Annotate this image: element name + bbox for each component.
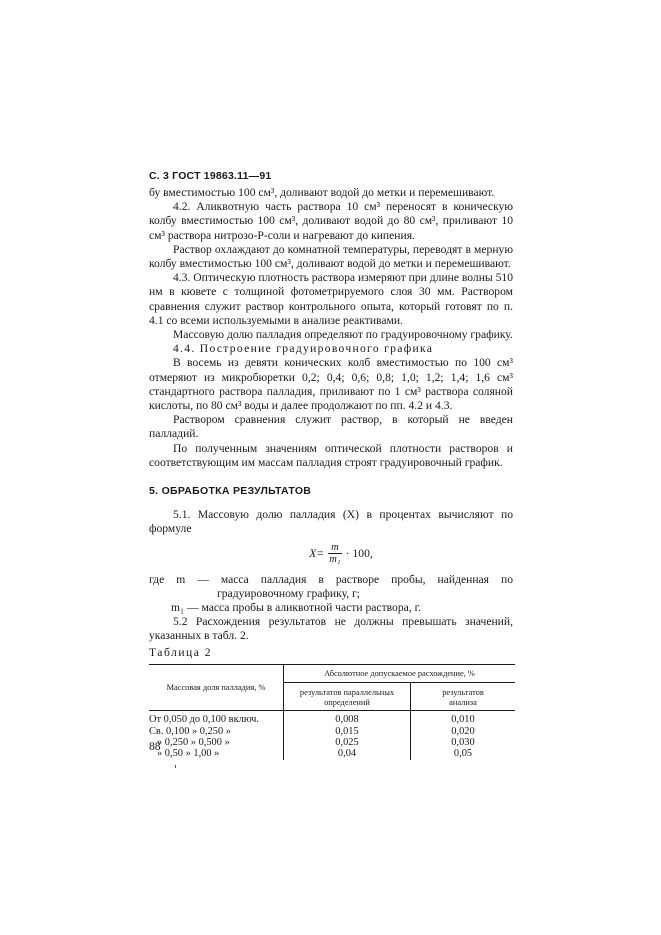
paragraph: По полученным значениям оптической плотности растворов и соответствующим им массам палладия строят градуировочный график. bbox=[149, 441, 513, 469]
formula-rhs: · 100, bbox=[345, 546, 373, 560]
paragraph: Раствором сравнения служит раствор, в который не введен палладий. bbox=[149, 413, 513, 441]
paragraph: бу вместимостью 100 см³, доливают водой до метки и перемешивают. bbox=[149, 186, 495, 199]
table-row bbox=[149, 737, 515, 748]
cell-range: От 0,050 до 0,100 включ. bbox=[149, 714, 260, 726]
column-header-analysis: результатов анализа bbox=[411, 683, 516, 711]
formula-denominator: m₁ bbox=[329, 554, 341, 566]
table-row bbox=[149, 748, 515, 759]
paragraph-5-1: 5.1. Массовую долю палладия (X) в процентах вычисляют по формуле bbox=[149, 508, 513, 536]
formula-fraction bbox=[328, 542, 342, 565]
cell-range: Св. 0,100 » 0,250 » bbox=[149, 725, 231, 737]
legend-symbol: где m — bbox=[149, 572, 209, 586]
scan-speck bbox=[175, 765, 176, 768]
legend-text: масса пробы в аликвотной части раствора, г. bbox=[201, 601, 421, 615]
legend-item bbox=[149, 601, 513, 615]
cell-analysis: 0,030 bbox=[411, 737, 516, 748]
document-body bbox=[149, 186, 513, 760]
legend-text: масса палладия в растворе пробы, найденная по градуировочному графику, г; bbox=[217, 572, 513, 600]
column-group-header: Абсолютное допускаемое расхождение, % bbox=[284, 664, 516, 683]
cell-parallel: 0,008 bbox=[284, 711, 411, 726]
table-2 bbox=[149, 664, 515, 760]
paragraph-4-3: 4.3. Оптическую плотность раствора измеряют при длине волны 510 нм в кювете с толщиной фотометрируемого слоя 30 мм. Раствором сравнения служит раствор контрольного опыта, который готовят по п. 4.1 со всеми используемыми в анализе реактивами. bbox=[149, 271, 514, 327]
formula bbox=[169, 539, 513, 569]
cell-analysis: 0,020 bbox=[411, 726, 516, 737]
paragraph: В восемь из девяти конических колб вместимостью по 100 см³ отмеряют из микробюретки 0,2; 0,4; 0,6; 0,8; 1,0; 1,2; 1,4; 1,6 см³ стандартного раствора палладия, приливают по 1 см³ раствора соляной кислоты, по 80 см³ воды и далее продолжают по пп. 4.2 и 4.3. bbox=[149, 356, 513, 413]
cell-parallel: 0,015 bbox=[284, 726, 411, 737]
cell-range: » 0,50 » 1,00 » bbox=[157, 748, 220, 760]
page-number: 88 bbox=[149, 740, 161, 753]
cell-analysis: 0,010 bbox=[411, 711, 516, 726]
cell-parallel: 0,04 bbox=[284, 748, 411, 759]
column-header-mass-fraction: Массовая доля палладия, % bbox=[149, 664, 284, 711]
table-row bbox=[149, 726, 515, 737]
cell-parallel: 0,025 bbox=[284, 737, 411, 748]
table-caption: Таблица 2 bbox=[149, 645, 213, 659]
subsection-heading-4-4: 4.4. Построение градуировочного графика bbox=[173, 342, 434, 356]
column-header-parallel: результатов параллельных определений bbox=[284, 683, 411, 711]
cell-analysis: 0,05 bbox=[411, 748, 516, 759]
formula-numerator: m bbox=[328, 542, 342, 554]
paragraph-5-2: 5.2 Расхождения результатов не должны превышать значений, указанных в табл. 2. bbox=[149, 615, 513, 643]
paragraph: Массовую долю палладия определяют по градуировочному графику. bbox=[173, 328, 513, 342]
legend-symbol: m₁ — bbox=[171, 601, 199, 615]
section-title: 5. ОБРАБОТКА РЕЗУЛЬТАТОВ bbox=[149, 485, 312, 498]
cell-range: » 0,250 » 0,500 » bbox=[157, 736, 230, 748]
paragraph-4-2: 4.2. Аликвотную часть раствора 10 см³ переносят в коническую колбу вместимостью 100 см³, доливают водой до 80 см³, приливают 10 см³ раствора нитрозо-Р-соли и нагревают до кипения. bbox=[149, 200, 513, 242]
paragraph: Раствор охлаждают до комнатной температуры, переводят в мерную колбу вместимостью 100 см³, доливают водой до метки и перемешивают. bbox=[149, 242, 513, 271]
page-header: С. 3 ГОСТ 19863.11—91 bbox=[149, 170, 272, 182]
formula-lhs: X= bbox=[309, 546, 325, 560]
table-row bbox=[149, 711, 515, 726]
legend-item bbox=[149, 573, 513, 601]
formula-legend bbox=[149, 573, 513, 616]
